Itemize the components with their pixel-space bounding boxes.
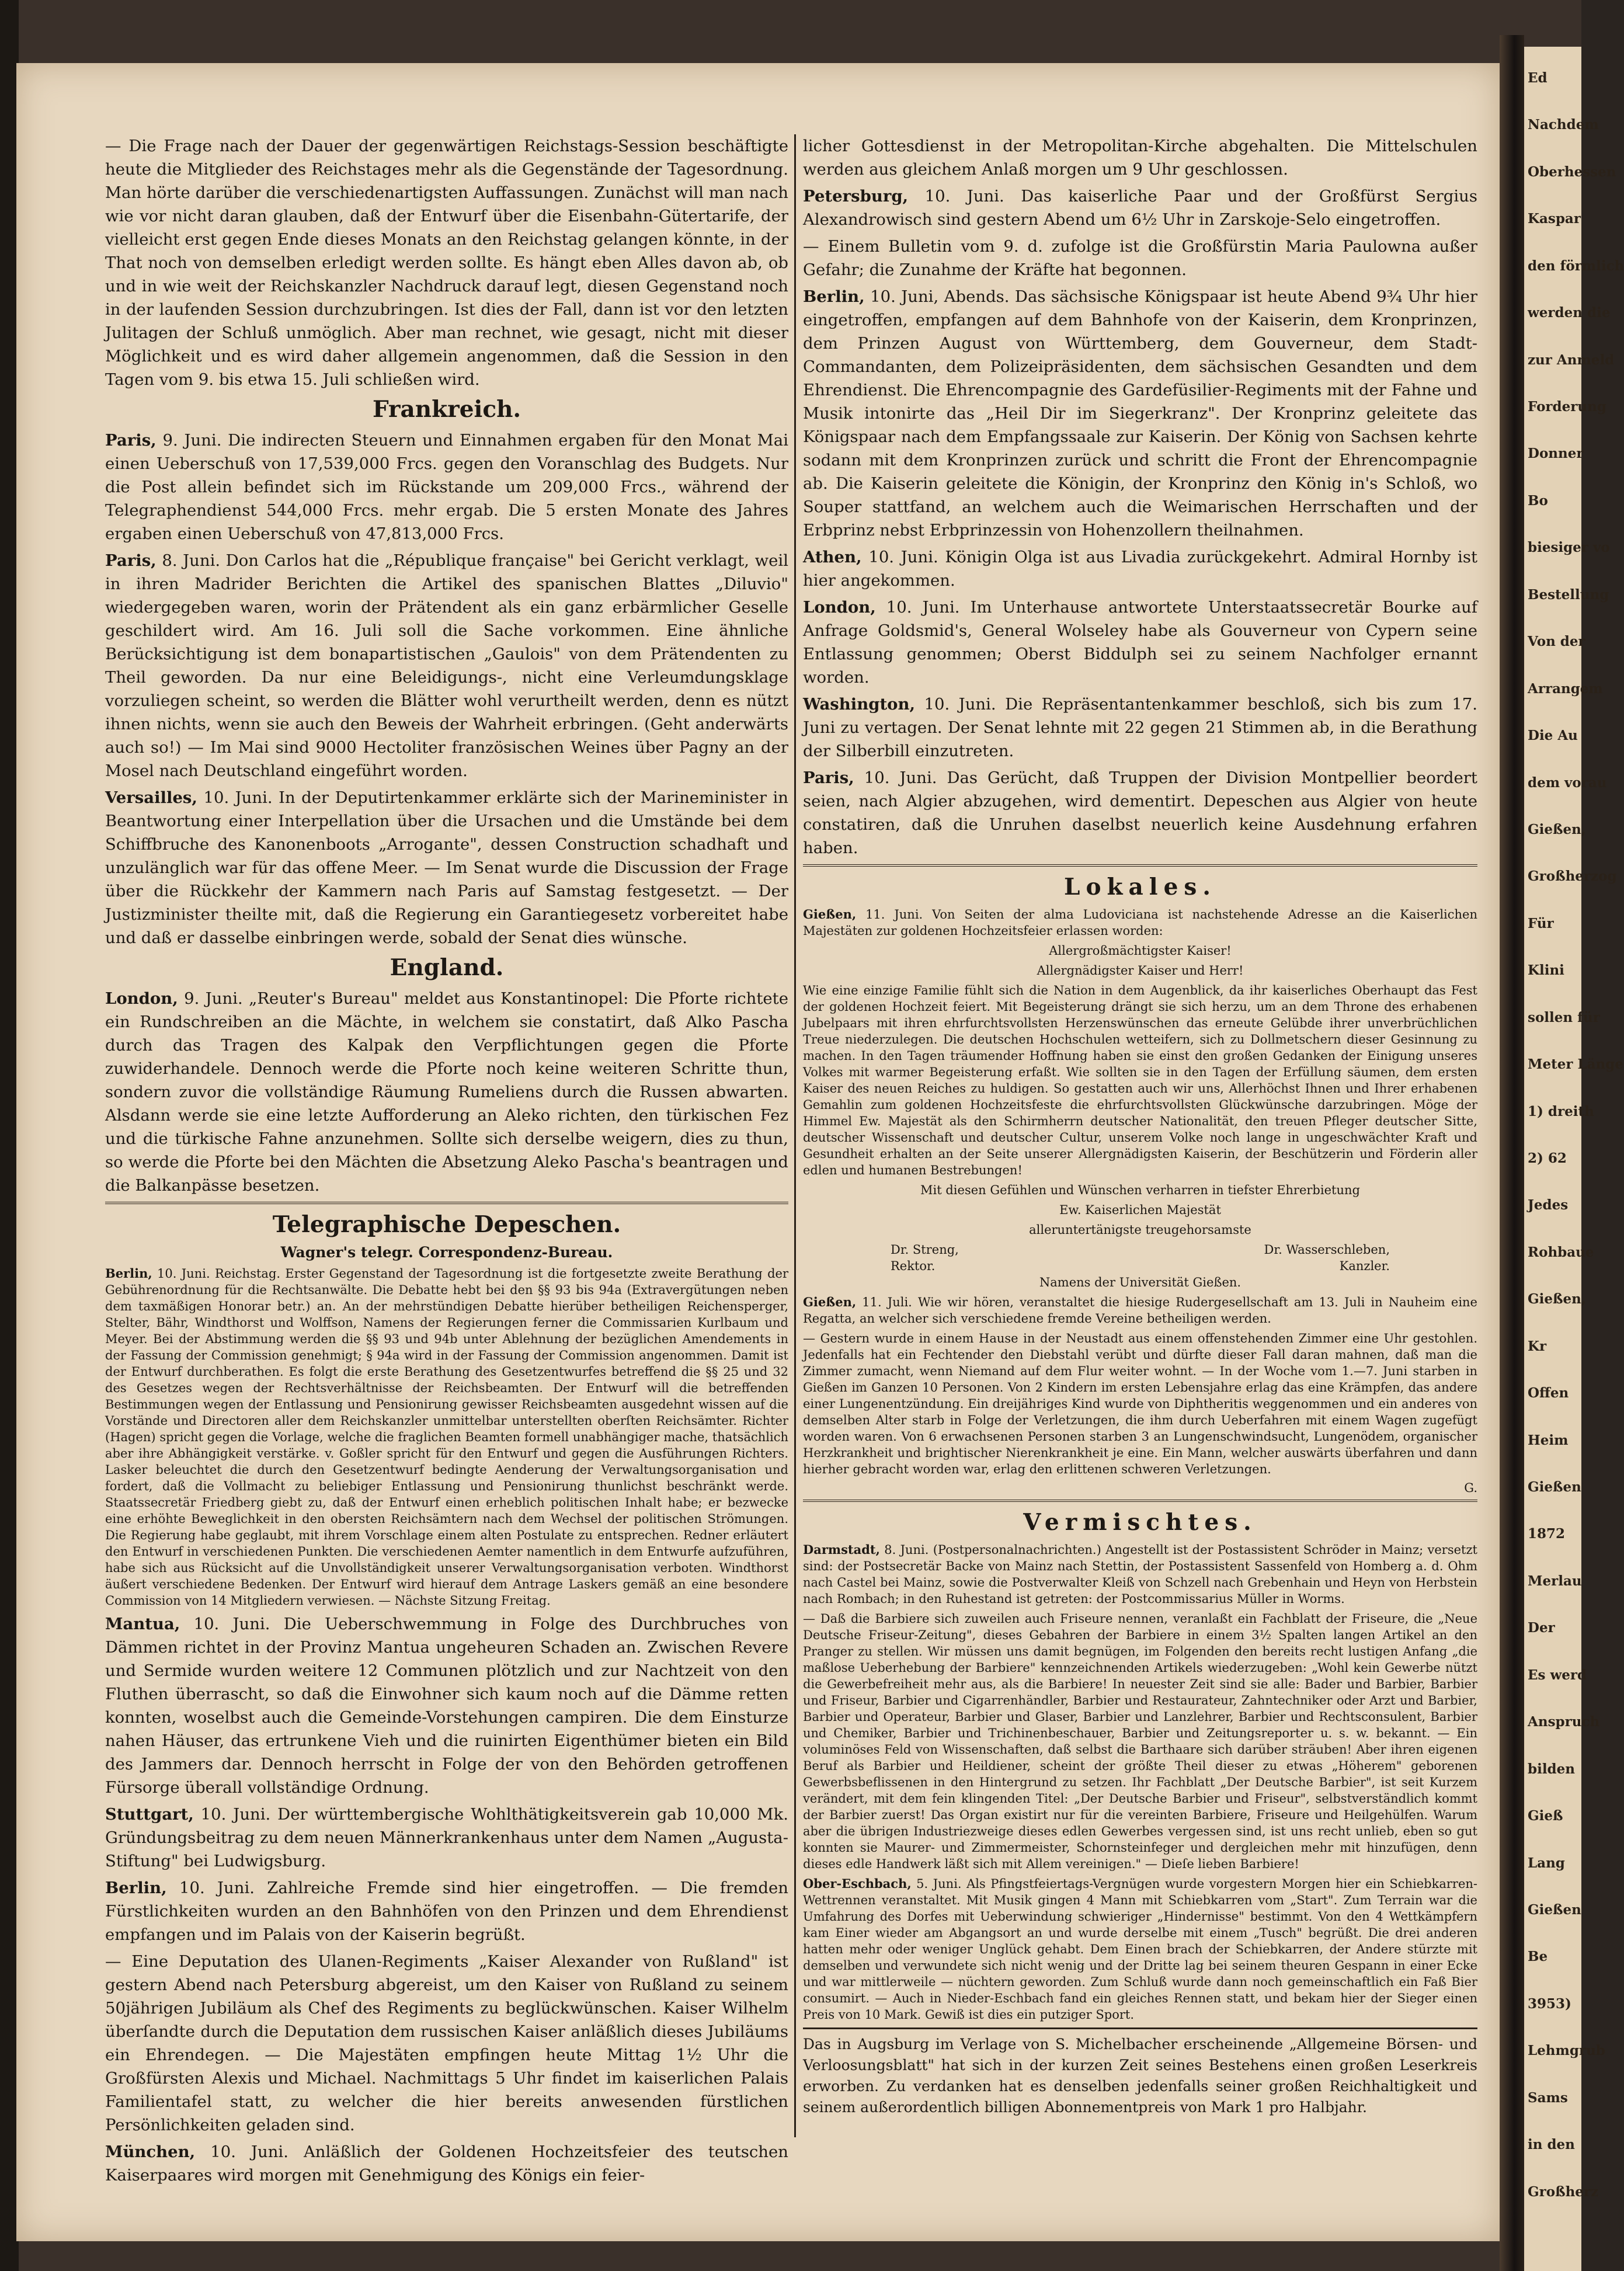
article [803, 235, 1477, 281]
article-text: 10. Juni. Das kaiserliche Paar und der Großfürst Sergius Alexandrowisch sind gestern Abend um 6½ Uhr in Zarskoje-Selo eingetroffen. [803, 187, 1477, 229]
next-page-text-fragment: dem vorau [1528, 774, 1607, 791]
article-text: 11. Juli. Wie wir hören, veranstaltet die hiesige Rudergesellschaft am 13. Juli in Nauheim eine Regatta, an welcher sich verschiedene fremde Vereine betheiligen werden. [803, 1295, 1477, 1326]
next-page-text-fragment: Arrangem [1528, 680, 1603, 697]
section-title-england: England. [390, 954, 504, 981]
next-page-text-fragment: Meter Länge [1528, 1056, 1623, 1073]
giessen-address-intro [803, 906, 1477, 939]
next-page-text-fragment: 2) 62 [1528, 1150, 1567, 1166]
dateline: Washington, [803, 695, 916, 714]
article-text: 10. Juni, Abends. Das sächsische Königspaar ist heute Abend 9¾ Uhr hier eingetroffen, empfangen auf dem Bahnhofe von der Kaiserin, dem Kronprinzen, dem Prinzen August von Württemberg, dem Gouverneur, dem Stadt-Commandanten, dem Polizeipräsidenten, dem sächsischen Gesandten und dem Ehrendienst. Die Ehrencompagnie des Gardefüsilier-Regiments mit der Fahne und Musik intonirte das „Heil Dir im Siegerkranz". Der Kronprinz geleitete das Königspaar nach dem Empfangssaale zur Kaiserin. Der König von Sachsen kehrte sodann mit dem Kronprinzen zurück und schritt die Front der Ehrencompagnie ab. Die Kaiserin geleitete die Königin, der Kronprinz den König in's Schloß, wo Souper stattfand, an welchem auch die Weimarischen Herrschaften und der Erbprinz nebst Erbprinzessin von Hohenzollern theilnahmen. [803, 287, 1477, 540]
signatory-rektor-role: Rektor. [891, 1259, 936, 1273]
author-initial: G. [1464, 1481, 1477, 1495]
dateline: Berlin, [105, 1266, 152, 1281]
article-text: 9. Juni. „Reuter's Bureau" meldet aus Konstantinopel: Die Pforte richtete ein Rundschreiben an die Mächte, in welchem sie constatirt, daß Alko Pascha durch das Tragen des Kalpak den Verpflichtungen gegen die Pforte zuwiderhandele. Dennoch werde die Pforte noch keine weiteren Schritte thun, sondern zuvor die vollständige Räumung Rumeliens durch die Russen abwarten. Alsdann werde sie eine letzte Aufforderung an Aleko richten, den türkischen Fez und die türkische Fahne anzunehmen. Sollte sich derselbe weigern, dies zu thun, so werde die Pforte bei den Mächten die Absetzung Aleko Pascha's beantragen und die Balkanpässe besetzen. [105, 989, 788, 1195]
dateline: Stuttgart, [105, 1805, 194, 1824]
dateline: Petersburg, [803, 187, 909, 206]
article [803, 693, 1477, 763]
dateline: Athen, [803, 548, 862, 566]
address-closing: Mit diesen Gefühlen und Wünschen verharren in tiefster Ehrerbietung [920, 1183, 1360, 1197]
section-title-telegraphische: Telegraphische Depeschen. [272, 1211, 621, 1238]
next-page-text-fragment: Lehmgrub [1528, 2043, 1605, 2059]
next-page-text-fragment: werden die [1528, 305, 1611, 321]
bureau-subtitle: Wagner's telegr. Correspondenz-Bureau. [280, 1244, 613, 1261]
column-divider [794, 134, 796, 2137]
next-page-text-fragment: Kr [1528, 1338, 1547, 1354]
book-gutter [1500, 35, 1524, 2271]
address-salutation-2: Allergnädigster Kaiser und Herr! [1037, 964, 1244, 978]
next-page-text-fragment: Ed [1528, 70, 1548, 86]
next-page-text-fragment: 1) dreith [1528, 1103, 1594, 1119]
article [105, 1950, 788, 2137]
next-page-text-fragment: Oberhessen [1528, 164, 1616, 180]
article [803, 596, 1477, 689]
article [803, 545, 1477, 592]
address-salutation-1: Allergroßmächtigster Kaiser! [1049, 944, 1232, 958]
next-page-text-fragment: Offen [1528, 1385, 1569, 1401]
section-divider [803, 1500, 1477, 1504]
next-page-text-fragment: Gießen [1528, 1479, 1581, 1496]
next-page-text-fragment: Gießen, [1528, 821, 1586, 837]
darmstadt-post-report [803, 1542, 1477, 1607]
adjacent-page-fragment [1524, 47, 1624, 2271]
section-divider [803, 2027, 1477, 2029]
berlin-reichstag-report [105, 1265, 788, 1609]
section-title-lokales: Lokales. [1064, 874, 1216, 900]
next-page-text-fragment: Gießen [1528, 1901, 1581, 1918]
article-text: 10. Juni. Die Repräsentantenkammer beschloß, sich bis zum 17. Juni zu vertagen. Der Senat lehnte mit 22 gegen 21 Stimmen ab, in die Berathung der Silberbill einzutreten. [803, 695, 1477, 760]
article-text: 10. Juni. In der Deputirtenkammer erklärte sich der Marineminister in Beantwortung einer Interpellation über die Ursachen und die Umstände bei dem Schiffbruche des Kanonenboots „Arrogante", dessen Construction schadhaft und unzulänglich war für das offene Meer. — Im Senat wurde die Discussion der Frage über die Rückkehr der Kammern nach Paris auf Samstag festgesetzt. — Der Justizminister theilte mit, daß die Regierung ein Garantiegesetz vorbereitet habe und daß er dasselbe einbringen werde, sobald der Senat dies wünsche. [105, 788, 788, 947]
dateline: Darmstadt, [803, 1542, 880, 1557]
article-text: 10. Juni. Reichstag. Erster Gegenstand der Tagesordnung ist die fortgesetzte zweite Berathung der Gebührenordnung für die Rechtsanwälte. Die Debatte hebt bei den §§ 93 bis 94a (Extravergütungen neben dem taxmäßigen Honorar betr.) an. An der mehrstündigen Debatte hierüber betheiligen Reichensperger, Stelter, Bähr, Windthorst und Wolffson, Namens der Regierungen ferner die Commissarien Kurlbaum und Meyer. Bei der Abstimmung werden die §§ 93 und 94b unter Ablehnung der bezüglichen Amendements in der Fassung der Commission genehmigt; § 94a wird in der Fassung der Commission angenommen. Damit ist der Entwurf durchberathen. Es folgt die erste Berathung des Gesetzentwurfes betreffend die §§ 25 und 32 des Gesetzes wegen der Rechtsverhältnisse der Reichsbeamten. Der Entwurf will die betreffenden Bestimmungen wegen der Entlassung und Pensionirung gewisser Reichsbeamten ausgedehnt wissen auf die Vorstände und Directoren aller dem Reichskanzler unmittelbar unterstellten oberſten Reichsämter. Richter (Hagen) spricht gegen die Vorlage, welche die fraglichen Beamten formell unabhängiger mache, thatsächlich aber ihre Abhängigkeit verstärke. v. Goßler spricht für den Entwurf und gegen die Ausführungen Richters. Lasker beleuchtet die durch den Gesetzentwurf bedingte Aenderung der Verwaltungsorganisation und fordert, daß die Vollmacht zu beliebiger Entlassung und Pensionirung thunlichst beschränkt werde. Staatssecretär Friedberg giebt zu, daß der Entwurf einen erheblich politischen Inhalt habe; er bezwecke eine erhöhte Beweglichkeit in den obersten Reichsämtern nach dem Wechsel der politischen Strömungen. Die Regierung habe geglaubt, mit ihrem Vorschlage einem alten Postulate zu entsprechen. Redner erläutert den Entwurf in verschiedenen Punkten. Die verschiedenen Aemter namentlich in dem Entwurfe aufzuführen, habe sich aus Rücksicht auf die Unvollständigkeit unserer Verwaltungsorganisation verboten. Windthorst äußert verschiedene Bedenken. Der Entwurf wird hierauf dem Antrage Laskers gemäß an eine besondere Commission von 14 Mitgliedern verwiesen. — Nächste Sitzung Freitag. [105, 1267, 788, 1608]
article [105, 786, 788, 950]
next-page-text-fragment: den förmlich [1528, 258, 1624, 274]
next-page-text-fragment: Klini [1528, 962, 1564, 979]
dateline: Paris, [105, 551, 157, 570]
next-page-text-fragment: Heim [1528, 1432, 1569, 1448]
next-page-text-fragment: Kaspar [1528, 211, 1581, 227]
article-text: 10. Juni. Der württembergische Wohlthätigkeitsverein gab 10,000 Mk. Gründungsbeitrag zu dem neuen Männerkrankenhaus unter dem Namen „Augusta-Stiftung" bei Ludwigsburg. [105, 1805, 788, 1870]
reichstag-session-paragraph: — Die Frage nach der Dauer der gegenwärtigen Reichstags-Session beschäftigte heute die Mitglieder des Reichstages mehr als die Gegenstände der Tagesordnung. Man hörte darüber die verschiedenartigsten Auffassungen. Zunächst will man nach wie vor nicht daran glauben, daß der Entwurf über die Eisenbahn-Gütertarife, der vielleicht erst gegen Ende dieses Monats an den Reichstag gelangen könnte, in der That noch von demselben erledigt werden sollte. Es hängt eben Alles davon ab, ob und in wie weit der Reichskanzler Nachdruck darauf legt, diesen Gegenstand noch in der laufenden Session durchzubringen. Ist dies der Fall, dann ist vor den letzten Julitagen der Schluß unmöglich. Aber man rechnet, wie gesagt, nicht mit dieser Möglichkeit und es wird daher allgemein angenommen, daß die Session in den Tagen vom 9. bis etwa 15. Juli schließen wird. [105, 137, 788, 389]
next-page-text-fragment: Großherzog [1528, 868, 1617, 885]
article-text: — Eine Deputation des Ulanen-Regiments „Kaiser Alexander von Rußland" ist gestern Abend nach Petersburg abgereist, um den Kaiser von Rußland zu seinem 50jährigen Jubiläum als Chef des Regiments zu beglückwünschen. Kaiser Wilhelm überſandte durch die Deputation dem russischen Kaiser anläßlich dieses Jubiläums ein Ehrendegen. — Die Majestäten empfingen heute Mittag 1½ Uhr die Großfürsten Alexis und Michael. Nachmittags 5 Uhr findet im kaiserlichen Palais Familientafel statt, zu welcher die hier bereits anwesenden fürstlichen Persönlichkeiten geladen sind. [105, 1952, 788, 2134]
article-text: 9. Juni. Die indirecten Steuern und Einnahmen ergaben für den Monat Mai einen Ueberschuß von 17,539,000 Frcs. gegen den Voranschlag des Budgets. Nur die Post allein befindet sich im Rückstande um 209,000 Frcs., während der Telegraphendienst 544,000 Frcs. mehr ergab. Die 5 ersten Monate des Jahres ergaben einen Ueberschuß von 47,813,000 Frcs. [105, 431, 788, 543]
next-page-text-fragment: Für [1528, 915, 1554, 931]
next-page-text-fragment: Von der [1528, 634, 1585, 650]
next-page-text-fragment: Jedes [1528, 1197, 1569, 1213]
article-text: 8. Juni. Don Carlos hat die „République française" bei Gericht verklagt, weil in ihren Madrider Berichten die Artikel des spanischen Blattes „Diluvio" wiedergegeben waren, worin der Prätendent als ein ganz erbärmlicher Geselle geschildert wird. Am 16. Juli soll die Sache vorkommen. Eine ähnliche Berücksichtigung ist dem bonapartistischen „Gaulois" von dem Prätendenten zu Theil geworden. Da nur eine Beleidigungs-, nicht eine Verleumdungsklage vorzuliegen scheint, so werden die Blätter wohl verurtheilt werden, denn es nützt ihnen nichts, wenn sie auch den Beweis der Wahrheit erbringen. (Geht anderwärts auch so!) — Im Mai sind 9000 Hectoliter französischen Weines über Pagny an der Mosel nach Deutschland eingeführt worden. [105, 551, 788, 780]
signatory-rektor-name: Dr. Streng, [891, 1243, 959, 1257]
article-text: licher Gottesdienst in der Metropolitan-Kirche abgehalten. Die Mittelschulen werden aus gleichem Anlaß morgen um 9 Uhr geschlossen. [803, 137, 1477, 179]
article [105, 987, 788, 1197]
article [105, 1612, 788, 1799]
article [803, 285, 1477, 542]
next-page-text-fragment: Donner [1528, 446, 1584, 462]
next-page-text-fragment: Sams [1528, 2089, 1568, 2106]
article [105, 2140, 788, 2187]
next-page-text-fragment: zur Anmeld [1528, 352, 1615, 368]
dateline: Paris, [803, 768, 854, 787]
eschbach-race-report [803, 1876, 1477, 2023]
next-page-text-fragment: Gießen, [1528, 1291, 1586, 1307]
next-page-text-fragment: in den [1528, 2137, 1575, 2153]
section-divider [803, 864, 1477, 869]
frankreich-articles [105, 429, 788, 950]
next-page-text-fragment: 1872 [1528, 1526, 1566, 1542]
section-title-vermischtes: Vermischtes. [1023, 1509, 1257, 1536]
next-page-text-fragment: bilden [1528, 1761, 1575, 1777]
address-signature-line-1: Ew. Kaiserlichen Majestät [1059, 1203, 1221, 1217]
signatory-names [803, 1241, 1477, 1258]
next-page-text-fragment: Merlau [1528, 1573, 1582, 1589]
next-page-text-fragment: Nachdem [1528, 117, 1599, 133]
address-signature-line-2: alleruntertänigste treugehorsamste [1029, 1223, 1251, 1237]
article-text: 10. Juni. Königin Olga ist aus Livadia zurückgekehrt. Admiral Hornby ist hier angekommen. [803, 548, 1477, 590]
article-text: 10. Juni. Anläßlich der Goldenen Hochzeitsfeier des teutschen Kaiserpaares wird morgen mit Genehmigung des Königs ein feier- [105, 2143, 788, 2185]
next-page-text-fragment: Bestellung [1528, 586, 1609, 603]
dateline: London, [803, 598, 876, 617]
article [803, 185, 1477, 231]
signatory-roles [803, 1258, 1477, 1274]
next-page-text-fragment: Bo [1528, 492, 1548, 509]
article-text: 5. Juni. Als Pfingstfeiertags-Vergnügen wurde vorgestern Morgen hier ein Schiebkarren-Wettrennen veranstaltet. Mit Musik gingen 4 Mann mit Schiebkarren vom „Start". Zum Terrain war die Umfahrung des Dorfes mit Ueberwindung schwieriger „Hindernisse" bestimmt. Von den 4 Wettkämpfern kam Einer wieder am Abgangsort an und wurde derselbe mit einem „Tusch" begrüßt. Die drei anderen hatten mehr oder weniger Unglück gehabt. Dem Einen brach der Schiebkarren, der Andere stürzte mit demselben und verwundete sich nicht wenig und der Dritte lag bei seinem theuren Gespann in einer Ecke und war mittlerweile — nüchtern geworden. Zum Schluß wurde dann noch gemeinschaftlich ein Faß Bier consumirt. — Auch in Nieder-Eschbach fand ein gleiches Rennen statt, und bekam hier der Sieger einen Preis von 10 Mark. Gewiß ist dies ein putziger Sport. [803, 1877, 1477, 2022]
dateline: Berlin, [105, 1879, 167, 1897]
article [803, 134, 1477, 181]
dateline: Paris, [105, 431, 157, 450]
article-text: 10. Juni. Die Ueberschwemmung in Folge des Durchbruches von Dämmen richtet in der Provinz Mantua ungeheuren Schaden an. Zwischen Revere und Sermide wurden weitere 12 Communen plötzlich und zur Nachtzeit von den Fluthen überrascht, so daß die Einwohner sich kaum noch auf die Dämme retten konnten, woselbst auch die Gemeinde-Vorstehungen campiren. Die dem Einsturze nahen Häuser, das ertrunkene Vieh und die ruinirten Eigenthümer bieten ein Bild des Jammers dar. Dennoch herrscht in Folge der von den Behörden getroffenen Fürsorge überall vollständige Ordnung. [105, 1615, 788, 1797]
article-text: 10. Juni. Zahlreiche Fremde sind hier eingetroffen. — Die fremden Fürstlichkeiten wurden an den Bahnhöfen von den Prinzen und dem Ehrendienst empfangen und im Palais von der Kaiserin begrüßt. [105, 1879, 788, 1944]
next-page-text-fragment: sollen für [1528, 1009, 1600, 1025]
dateline: Ober-Eschbach, [803, 1876, 912, 1891]
article [105, 1876, 788, 1946]
next-page-text-fragment: Be [1528, 1949, 1548, 1965]
next-page-text-fragment: Der [1528, 1620, 1555, 1636]
next-page-text-fragment: Großherz [1528, 2183, 1599, 2200]
dateline: Gießen, [803, 907, 857, 921]
article-text: 10. Juni. Im Unterhause antwortete Unterstaatssecretär Bourke auf Anfrage Goldsmid's, General Wolseley habe als Gouverneur von Cypern seine Entlassung genommen; Oberst Biddulph sei zu seinem Nachfolger ernannt worden. [803, 598, 1477, 687]
signatory-kanzler-role: Kanzler. [1339, 1259, 1390, 1273]
augsburg-notice: Das in Augsburg im Verlage von S. Michelbacher erscheinende „Allgemeine Börsen- und Verloosungsblatt" hat sich in der kurzen Zeit seines Bestehens einen großen Leserkreis erworben. Zu verdanken hat es denselben jedenfalls seiner großen Reichhaltigkeit und seinem außerordentlich billigen Abonnementpreis von Mark 1 pro Halbjahr. [803, 2036, 1477, 2116]
next-page-text-fragment: Rohbaue [1528, 1244, 1594, 1260]
left-column [105, 134, 788, 2190]
dateline: Versailles, [105, 788, 197, 807]
dateline: Gießen, [803, 1295, 857, 1309]
article [803, 766, 1477, 860]
telegraph-articles-continued [803, 134, 1477, 860]
address-university-line: Namens der Universität Gießen. [1039, 1275, 1242, 1289]
next-page-text-fragment: Gieß [1528, 1808, 1563, 1824]
article [105, 549, 788, 782]
dateline: Berlin, [803, 287, 865, 306]
giessen-local-news: — Gestern wurde in einem Hause in der Neustadt aus einem offenstehenden Zimmer eine Uhr gestohlen. Jedenfalls hat ein Fechtender den Diebstahl verübt und dürfte dieser Fall daran mahnen, daß man die Zimmer zumacht, wenn Niemand auf dem Flur weiter wohnt. — In der Woche vom 1.—7. Juni starben in Gießen im Ganzen 10 Personen. Von 2 Kindern im ersten Lebensjahre erlag das eine Krämpfen, das andere einer Lungenentzündung. Ein dreijähriges Kind wurde von Diphtheritis weggenommen und ein anderes von demselben Alter starb in Folge der Verletzungen, die ihm durch Ueberfahren mit einem Wagen zugefügt worden waren. Von 6 erwachsenen Personen starben 3 an Lungenschwindsucht, Lungenödem, organischer Herzkrankheit und brightischer Nierenkrankheit je eine. Ein Mann, welcher auswärts überfahren und dann hierher gebracht worden war, erlag den erlittenen schweren Verletzungen. [803, 1331, 1477, 1476]
next-page-text-fragment: 3953) [1528, 1995, 1571, 2012]
article-text: 10. Juni. Das Gerücht, daß Truppen der Division Montpellier beordert seien, nach Algier abzugehen, wird dementirt. Depeschen aus Algier von heute constatiren, daß die Unruhen daselbst neuerlich keine Ausdehnung erfahren haben. [803, 768, 1477, 857]
address-text: Wie eine einzige Familie fühlt sich die Nation in dem Augenblick, da ihr kaiserliches Oberhaupt das Fest der goldenen Hochzeit feiert. Mit Begeisterung drängt sie sich herzu, um an dem Throne des erhabenen Jubelpaars mit ihren ehrfurchtsvollsten Herzenswünschen das erneute Gelübde ihrer unverbrüchlichen Treue niederzulegen. Die deutschen Hochschulen wetteifern, sich zu Dollmetschern dieser Gesinnung zu machen. In den Tagen träumender Hoffnung haben sie einst den großen Gedanken der Einigung unseres Volkes mit warmer Begeisterung erfaßt. Wie sollten sie in den Tagen der Erfüllung säumen, dem ersten Kaiser des neuen Reiches zu huldigen. So gestatten auch wir uns, Allerhöchst Ihnen und Ihrer erhabenen Gemahlin zum goldenen Hochzeitsfeste die ehrfurchtsvollsten Glückwünsche darzubringen. Möge der Himmel Ew. Majestät als den Schirmherrn deutscher Nationalität, den treuen Pfleger deutscher Sitte, deutscher Wissenschaft und deutscher Cultur, unserem Volke noch lange in ungeschwächter Kraft und Gesundheit erhalten an der Seite unserer Allergnädigsten Kaiserin, der Beschützerin und Förderin aller edlen und humanen Bestrebungen! [803, 983, 1477, 1177]
next-page-text-fragment: Forderung [1528, 399, 1606, 415]
next-page-text-fragment: Anspruch [1528, 1714, 1600, 1730]
signatory-kanzler-name: Dr. Wasserschleben, [1264, 1243, 1390, 1257]
article-text: 11. Juni. Von Seiten der alma Ludoviciana ist nachstehende Adresse an die Kaiserlichen Majestäten zur goldenen Hochzeitsfeier erlassen worden: [803, 907, 1477, 938]
section-divider [105, 1202, 788, 1206]
next-page-text-fragment: biesiger vo [1528, 540, 1610, 556]
article [105, 1803, 788, 1873]
article [105, 429, 788, 545]
giessen-regatta-report [803, 1294, 1477, 1327]
dateline: Mantua, [105, 1615, 180, 1633]
right-column [803, 134, 1477, 2122]
article-text: — Einem Bulletin vom 9. d. zufolge ist die Großfürstin Maria Paulowna außer Gefahr; die Zunahme der Kräfte hat begonnen. [803, 237, 1477, 279]
barbiere-article: — Daß die Barbiere sich zuweilen auch Friseure nennen, veranlaßt ein Fachblatt der Friseure, die „Neue Deutsche Friseur-Zeitung", dieses Gebahren der Barbiere in einem 3½ Spalten langen Artikel an den Pranger zu stellen. Wir müssen uns damit begnügen, im Folgenden den bereits recht lustigen Anfang „die maßlose Ueberhebung der Barbiere" kennzeichnenden Artikels wiederzugeben: „Wohl kein Gewerbe nützt die Gewerbefreiheit mehr aus, als die Barbiere! In neuester Zeit sind sie alle: Bader und Barbier, Barbier und Friseur, Barbier und Cigarrenhändler, Barbier und Restaurateur, Zahntechniker oder Arzt und Barbier, Barbier und Operateur, Barbier und Glaser, Barbier und Lanzlehrer, Barbier und Rechtsconsulent, Barbier und Chemiker, Barbier und Trichinenbeschauer, Barbier und Zeitungsreporter u. s. w. bekannt. — Ein voluminöses Feld von Wissenschaften, daß selbst die Barthaare sich darüber sträuben! Aber ihren eigenen Beruf als Barbier und Heildiener, scheint der größte Theil dieser zu etwas „Höherem" geborenen Gewerbsbeflissenen in den Hintergrund zu setzen. Ihr Fachblatt „Der Deutsche Barbier", ist seit Kurzem verändert, mit dem fein klingenden Titel: „Der Deutsche Barbier und Friseur", selbstverständlich kommt der Barbier zuerst! Das Organ existirt nur für die vereinten Barbiere, Friseure und Heilgehülfen. Warum aber die übrigen Industriezweige dieses edlen Gewerbes vergessen sind, ist uns recht unlieb, eben so gut konnten sie Maurer- und Zimmermeister, Schornsteinfeger und dergleichen mehr mit hinzufügen, denn dieses edle Handwerk läßt sich mit Allem vereinigen." — Dieſe lieben Barbiere! [803, 1612, 1477, 1871]
section-title-frankreich: Frankreich. [372, 396, 521, 423]
england-articles [105, 987, 788, 1197]
dateline: München, [105, 2143, 196, 2161]
telegraph-articles [105, 1612, 788, 2187]
article-text: 8. Juni. (Postpersonalnachrichten.) Angestellt ist der Postassistent Schröder in Mainz; versetzt sind: der Postsecretär Backe von Mainz nach Stettin, der Postassistent Sassenfeld von Homberg a. d. Ohm nach Castel bei Mainz, sowie die Postverwalter Kleiß von Schzell nach Grebenhain und Heyn von Herbstein nach Rombach; in den Ruhestand ist getreten: der Postcommissarius Müller in Worms. [803, 1543, 1477, 1606]
next-page-text-fragment: Es werd [1528, 1667, 1587, 1683]
next-page-text-fragment: Lang [1528, 1855, 1565, 1871]
next-page-text-fragment: Die Au [1528, 728, 1578, 744]
dateline: London, [105, 989, 178, 1008]
